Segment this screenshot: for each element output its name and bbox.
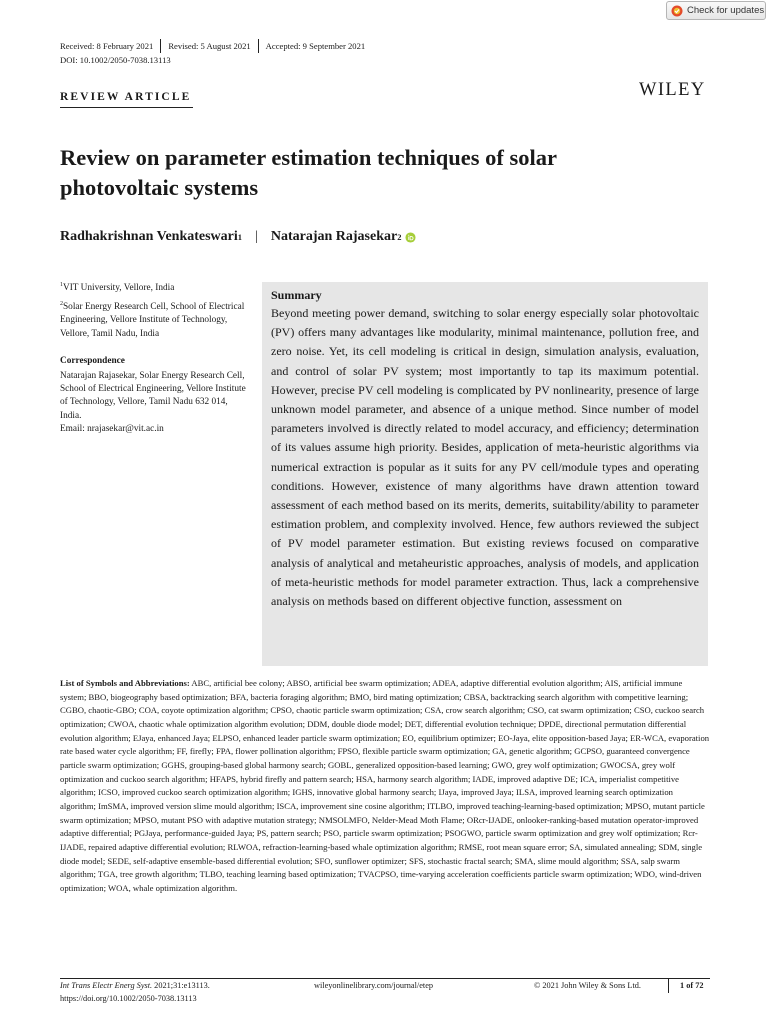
affiliation-text: VIT University, Vellore, India <box>63 283 175 294</box>
affiliation-2 <box>60 298 250 341</box>
check-for-updates-label: Check for updates <box>687 5 765 16</box>
affiliation-sup: 2 <box>60 301 63 307</box>
page-number: 1 of 72 <box>680 981 704 990</box>
journal-name: Int Trans Electr Energ Syst. <box>60 981 153 990</box>
section-label: REVIEW ARTICLE <box>60 91 192 103</box>
correspondence-address: Natarajan Rajasekar, Solar Energy Research Cell, School of Electrical Engineering, Vellore Institute of Technology, Vellore, Tamil Nadu 632 014, India. <box>60 371 246 421</box>
author-list <box>60 229 416 245</box>
citation-info: 2021;31:e13113. <box>152 981 210 990</box>
journal-site-link[interactable]: wileyonlinelibrary.com/journal/etep <box>314 981 434 990</box>
article-title: Review on parameter estimation techniques of solar photovoltaic systems <box>60 145 557 200</box>
check-for-updates-button[interactable] <box>666 1 766 20</box>
article-dates <box>60 39 365 53</box>
footer-divider <box>60 978 710 979</box>
orcid-icon[interactable] <box>405 232 416 243</box>
author-name[interactable]: Natarajan Rajasekar <box>270 229 398 244</box>
received-date: Received: 8 February 2021 <box>60 41 154 51</box>
summary-text: Beyond meeting power demand, switching to solar energy especially solar photovoltaic (PV) offers many advantages like modularity, minimal maintenance, pollution free, and zero noise. Yet, its cell modeling is critical in design, simulation analysis, evaluation, and control of solar PV system; most importantly to tap its maximum potential. However, precise PV cell modeling is complicated by PV nonlinearity, presence of large unknown model parameter, and absence of a unique method. Since number of model parameters involved is directly related to model accuracy, and efficiency; determination of its values assume high priority. Besides, application of meta-heuristic algorithms via numerical extraction is popular as it suits for any PV cell/module types and operating conditions. However, existence of many algorithms have drawn attention toward assessment of each method based on its merits, demerits, suitability/ability to parameter estimation problem, and complexity involved. Hence, few authors reviewed the subject of PV model parameter estimation. But existing reviews focused on comparative analysis of analytical and metaheuristic approaches, analysis of models, and application of meta-heuristic methods for model parameter extraction. Thus, lack a comprehensive analysis on methods based on different objective function, assessment on <box>271 306 699 609</box>
date-divider <box>160 39 161 53</box>
author-affiliation-sup: 2 <box>397 232 402 242</box>
correspondence-heading: Correspondence <box>60 356 125 366</box>
date-divider <box>258 39 259 53</box>
symbols-list <box>60 677 710 896</box>
symbols-heading: List of Symbols and Abbreviations: <box>60 678 190 688</box>
summary-box <box>262 282 708 666</box>
accepted-date: Accepted: 9 September 2021 <box>265 41 366 51</box>
correspondence-email[interactable]: Email: nrajasekar@vit.ac.in <box>60 423 164 434</box>
footer-vertical-divider <box>668 979 669 993</box>
author-affiliation-sup: 1 <box>237 232 243 242</box>
affiliation-1 <box>60 279 250 295</box>
affiliation-text: Solar Energy Research Cell, School of Electrical Engineering, Vellore Institute of Technology, Vellore, Tamil Nadu, India <box>60 302 245 339</box>
copyright: © 2021 John Wiley & Sons Ltd. <box>534 981 641 990</box>
affiliation-sup: 1 <box>60 282 63 288</box>
revised-date: Revised: 5 August 2021 <box>168 41 251 51</box>
author-name[interactable]: Radhakrishnan Venkateswari <box>60 229 238 244</box>
publisher-logo: WILEY <box>639 80 706 100</box>
doi[interactable]: DOI: 10.1002/2050-7038.13113 <box>60 55 171 65</box>
correspondence-block <box>60 370 250 436</box>
footer-citation <box>60 981 210 990</box>
summary-heading: Summary <box>271 288 322 302</box>
footer-doi-link[interactable]: https://doi.org/10.1002/2050-7038.13113 <box>60 994 197 1003</box>
author-separator: | <box>255 229 258 244</box>
crossmark-icon <box>671 5 683 17</box>
section-underline <box>60 107 193 108</box>
symbols-text: ABC, artificial bee colony; ABSO, artificial bee swarm optimization; ADEA, adaptive differential evolution algorithm; AIS, artificial immune system; BBO, biogeography based optimization; BFA, bacteria foraging algorithm; BMO, bird mating optimization; CBSA, backtracking search algorithm with competitive learning; CGBO, chaotic-GBO; COA, coyote optimization algorithm; CPSO, chaotic particle swarm optimization; CSA, crow search algorithm; CSO, cat swarm optimization; CSO, cuckoo search optimization; CWOA, chaotic whale optimization algorithm evolution; DDM, double diode model; DET, differential evolution technique; DPDE, directional permutation differential evolution algorithm; EJaya, enhanced Jaya; ELPSO, enhanced leader particle swarm optimization; EO, equilibrium optimizer; EO-Jaya, elite opposition-based Jaya; ER-WCA, evaporation rate based water cycle algorithm; FF, firefly; FPA, flower pollination algorithm; FPSO, flexible particle swarm optimization; GA, genetic algorithm; GCPSO, guaranteed convergence particle swarm optimization; GGHS, grouping-based global harmony search; GOBL, generalized opposition-based learning; GWO, grey wolf optimization; GWOCSA, grey wolf optimization and cuckoo search algorithm; HFAPS, hybrid firefly and pattern search; HSA, harmony search algorithm; IADE, improved adaptive DE; ICA, imperialist competitive algorithm; ICSO, improved cuckoo search optimization algorithm; IGHS, innovative global harmony search; IJaya, improved Jaya; ILSA, improved learning search optimization algorithm; ImSMA, improved version slime mould algorithm; ISCA, improvement sine cosine algorithm; ITLBO, improved teaching-learning-based optimization; MPSO, mutant particle swarm optimization; MPSO, mutant PSO with adaptive mutation strategy; NMSOLMFO, Nelder-Mead Moth Flame; ORcr-IJADE, onlooker-ranking-based mutation operator-improved adaptive differential; PGJaya, performance-guided Jaya; PS, pattern search; PSO, particle swarm optimization; PSOGWO, particle swarm optimization and grey wolf optimization; Rcr-IJADE, repaired adaptive differential evolution; RLWOA, refraction-learning-based whale optimization algorithm; RMSE, root mean square error; SA, simulated annealing; SDM, single diode model; SEDE, self-adaptive ensemble-based differential evolution; SFO, sunflower optimizer; SFS, stochastic fractal search; SMA, slime mould algorithm; SSA, salp swarm algorithm; TGA, tree growth algorithm; TLBO, teaching learning based optimization; TVACPSO, time-varying acceleration coefficients particle swarm optimization; WDO, wind-driven optimization; WOA, whale optimization algorithm. <box>60 678 710 893</box>
